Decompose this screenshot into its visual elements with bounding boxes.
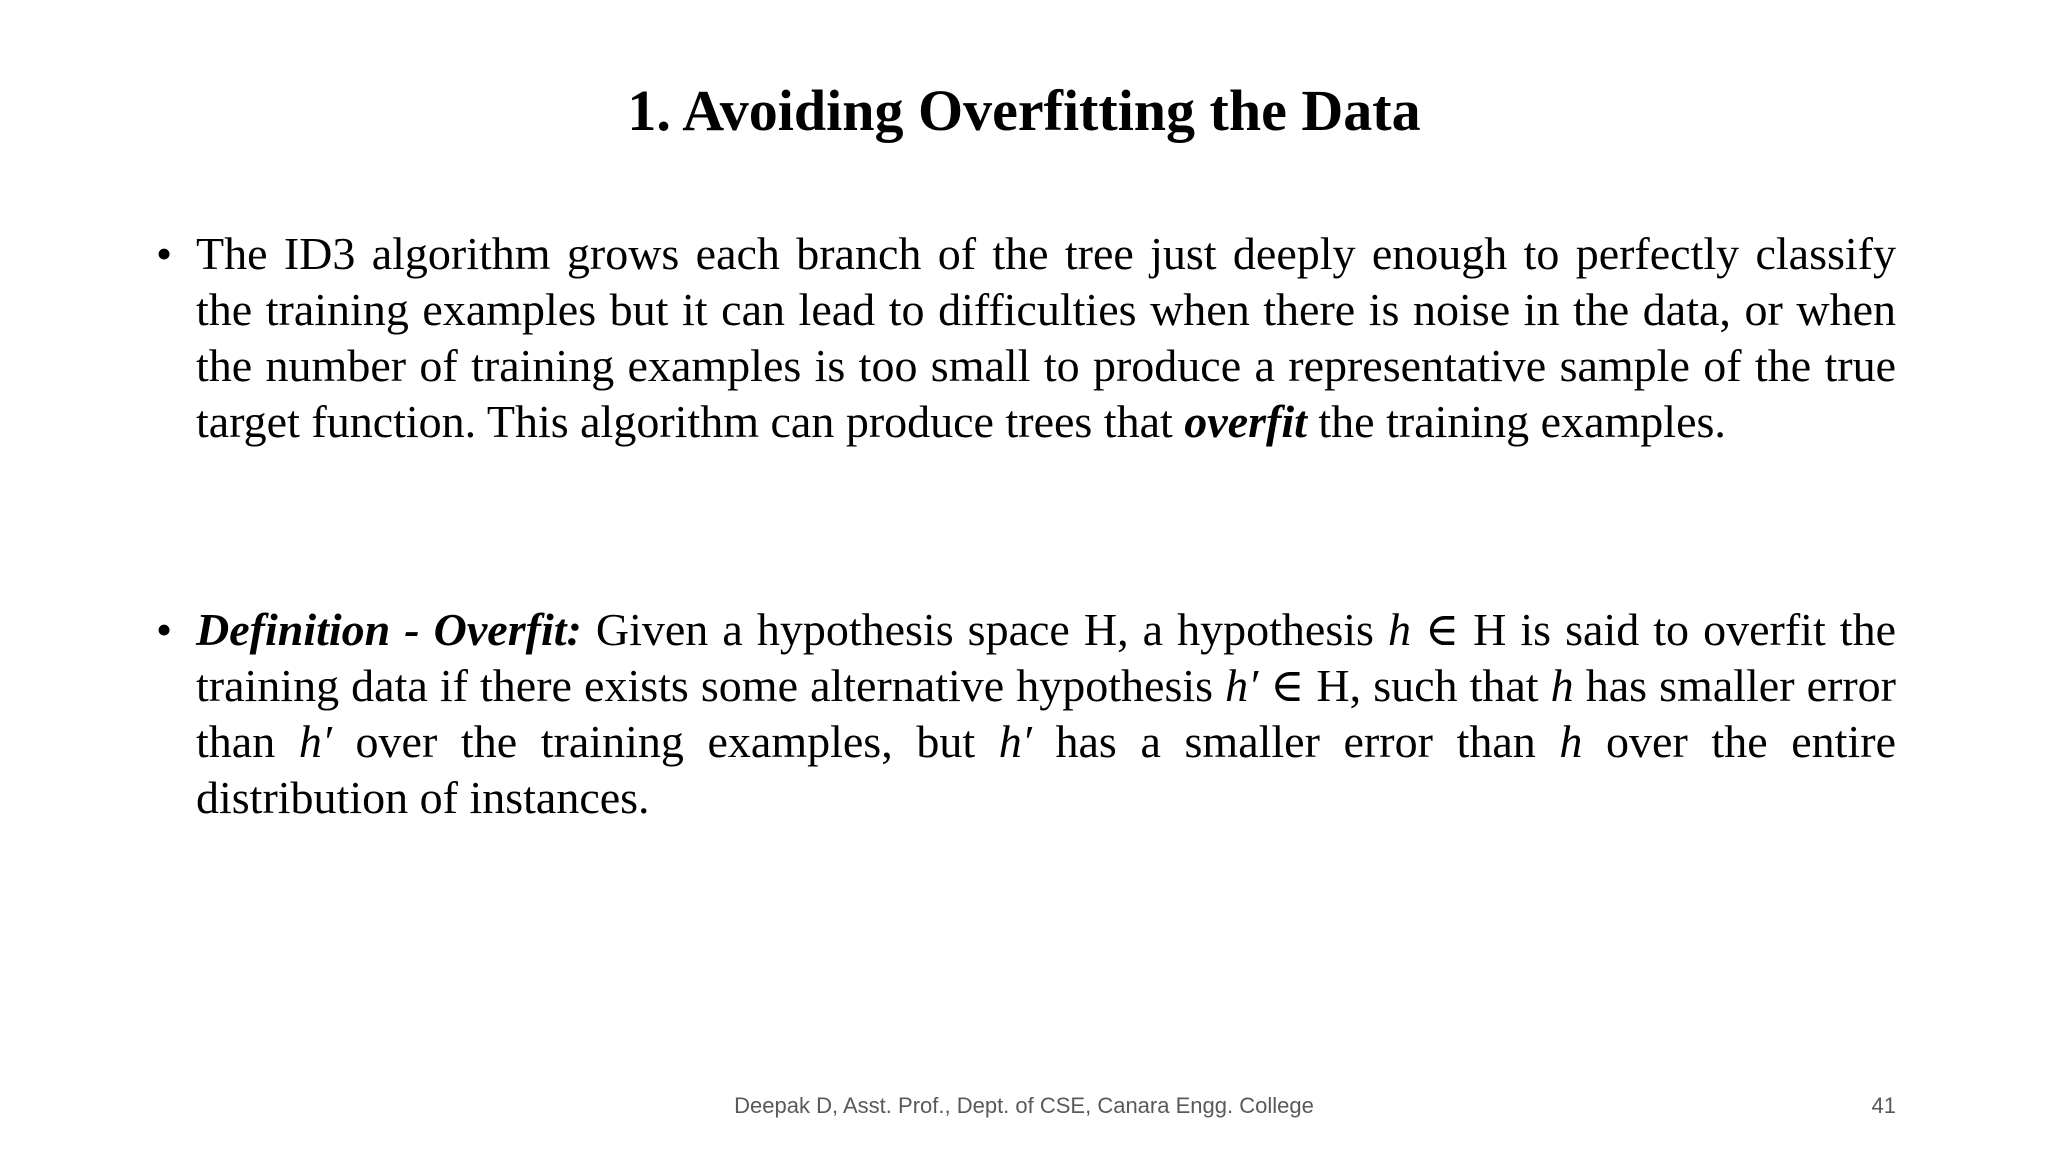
bullet-overfitting-intro [156,226,1896,450]
definition-text: over the training examples, but [331,716,999,767]
definition-text: ∈ H is said to overfit the training data if there exists some alternative hypothesis [196,604,1896,711]
definition-term: Definition - Overfit: [196,604,582,655]
definition-text: Given a hypothesis space H, a hypothesis [581,604,1388,655]
definition-text: has smaller error than [196,660,1896,767]
math-h-prime: h′ [1225,660,1259,711]
math-h: h [1387,604,1411,655]
definition-text: ∈ H, such that [1258,660,1551,711]
slide-title: 1. Avoiding Overfitting the Data [627,78,1421,143]
math-h-prime: h′ [298,716,332,767]
math-h-prime: h′ [998,716,1032,767]
bullet-text-end: the training examples. [1306,396,1726,447]
emphasis-overfit: overfit [1184,396,1307,447]
bullet-overfit-definition [156,602,1896,826]
math-h: h [1550,660,1574,711]
math-h: h [1559,716,1583,767]
bullet-text: The ID3 algorithm grows each branch of the tree just deeply enough to perfectly classify the training examples but it can lead to difficulties when there is noise in the data, or when the number of training examples is too small to produce a representative sample of the true target function. This algorithm can produce trees that [196,228,1896,447]
definition-text: has a smaller error than [1031,716,1560,767]
bullet-marker: • [156,228,173,279]
bullet-marker: • [156,604,173,655]
page-number: 41 [1871,1093,1896,1118]
slide-footer: Deepak D, Asst. Prof., Dept. of CSE, Canara Engg. College [734,1093,1314,1118]
definition-text: over the entire distribution of instances. [196,716,1896,823]
